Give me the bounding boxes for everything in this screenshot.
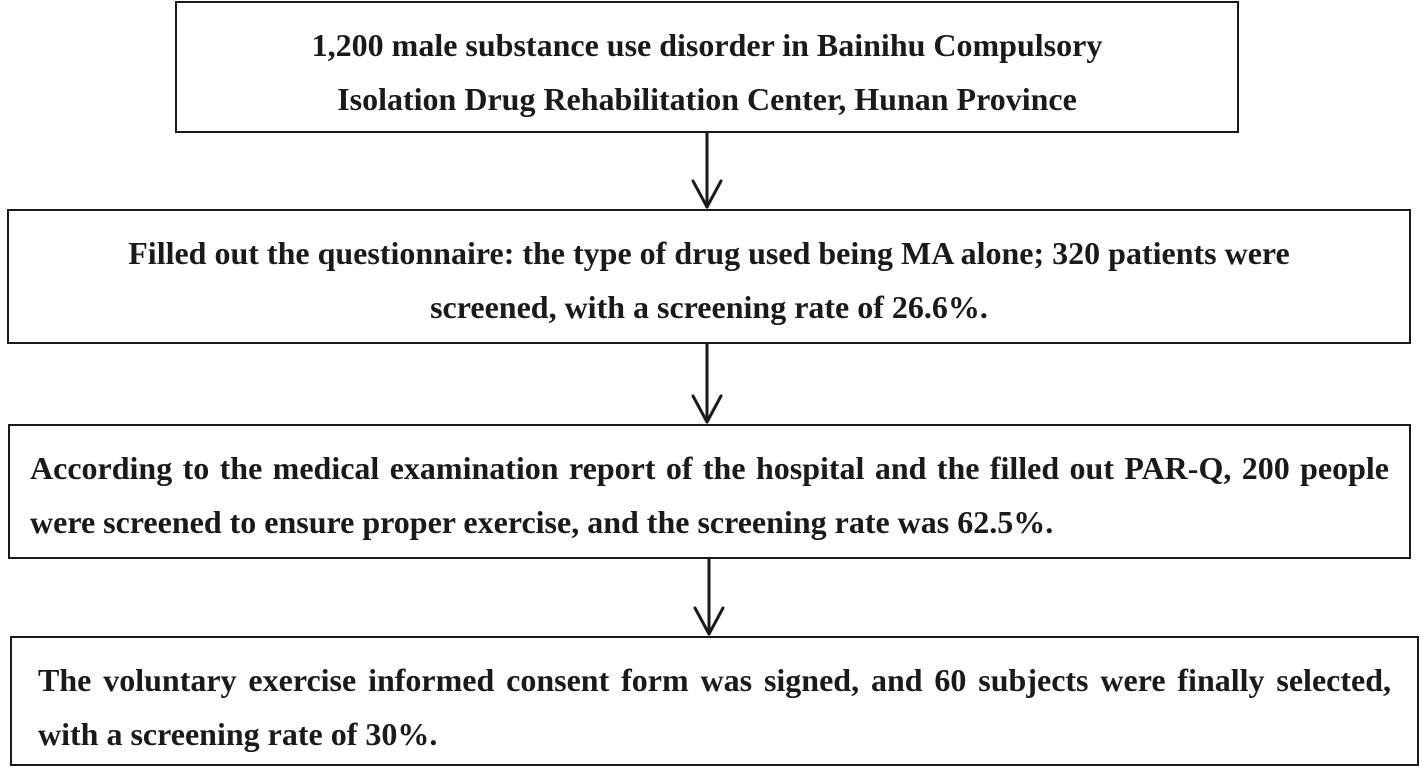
flow-step-3-text: According to the medical examination report of the hospital and the filled out PAR-Q, 200 people were screened to ensure proper exercise, and the screening rate was 62.5%. — [30, 450, 1389, 540]
flow-step-2-box — [7, 209, 1411, 344]
flow-step-2-line-2: screened, with a screening rate of 26.6%. — [430, 289, 988, 325]
arrow-2-to-3 — [693, 344, 721, 422]
flow-step-1-box — [175, 1, 1239, 133]
flow-step-2-line-1: Filled out the questionnaire: the type of drug used being MA alone; 320 patients were — [128, 235, 1290, 271]
flow-step-1-line-2: Isolation Drug Rehabilitation Center, Hunan Province — [337, 81, 1077, 117]
flow-step-1-line-1: 1,200 male substance use disorder in Bainihu Compulsory — [311, 27, 1103, 63]
flow-step-4-box — [10, 636, 1419, 766]
arrow-1-to-2 — [693, 133, 721, 207]
flow-step-4-text: The voluntary exercise informed consent form was signed, and 60 subjects were finally selected, with a screening rate of 30%. — [38, 662, 1391, 752]
arrow-3-to-4 — [695, 559, 723, 634]
flow-step-3-box — [8, 424, 1411, 559]
